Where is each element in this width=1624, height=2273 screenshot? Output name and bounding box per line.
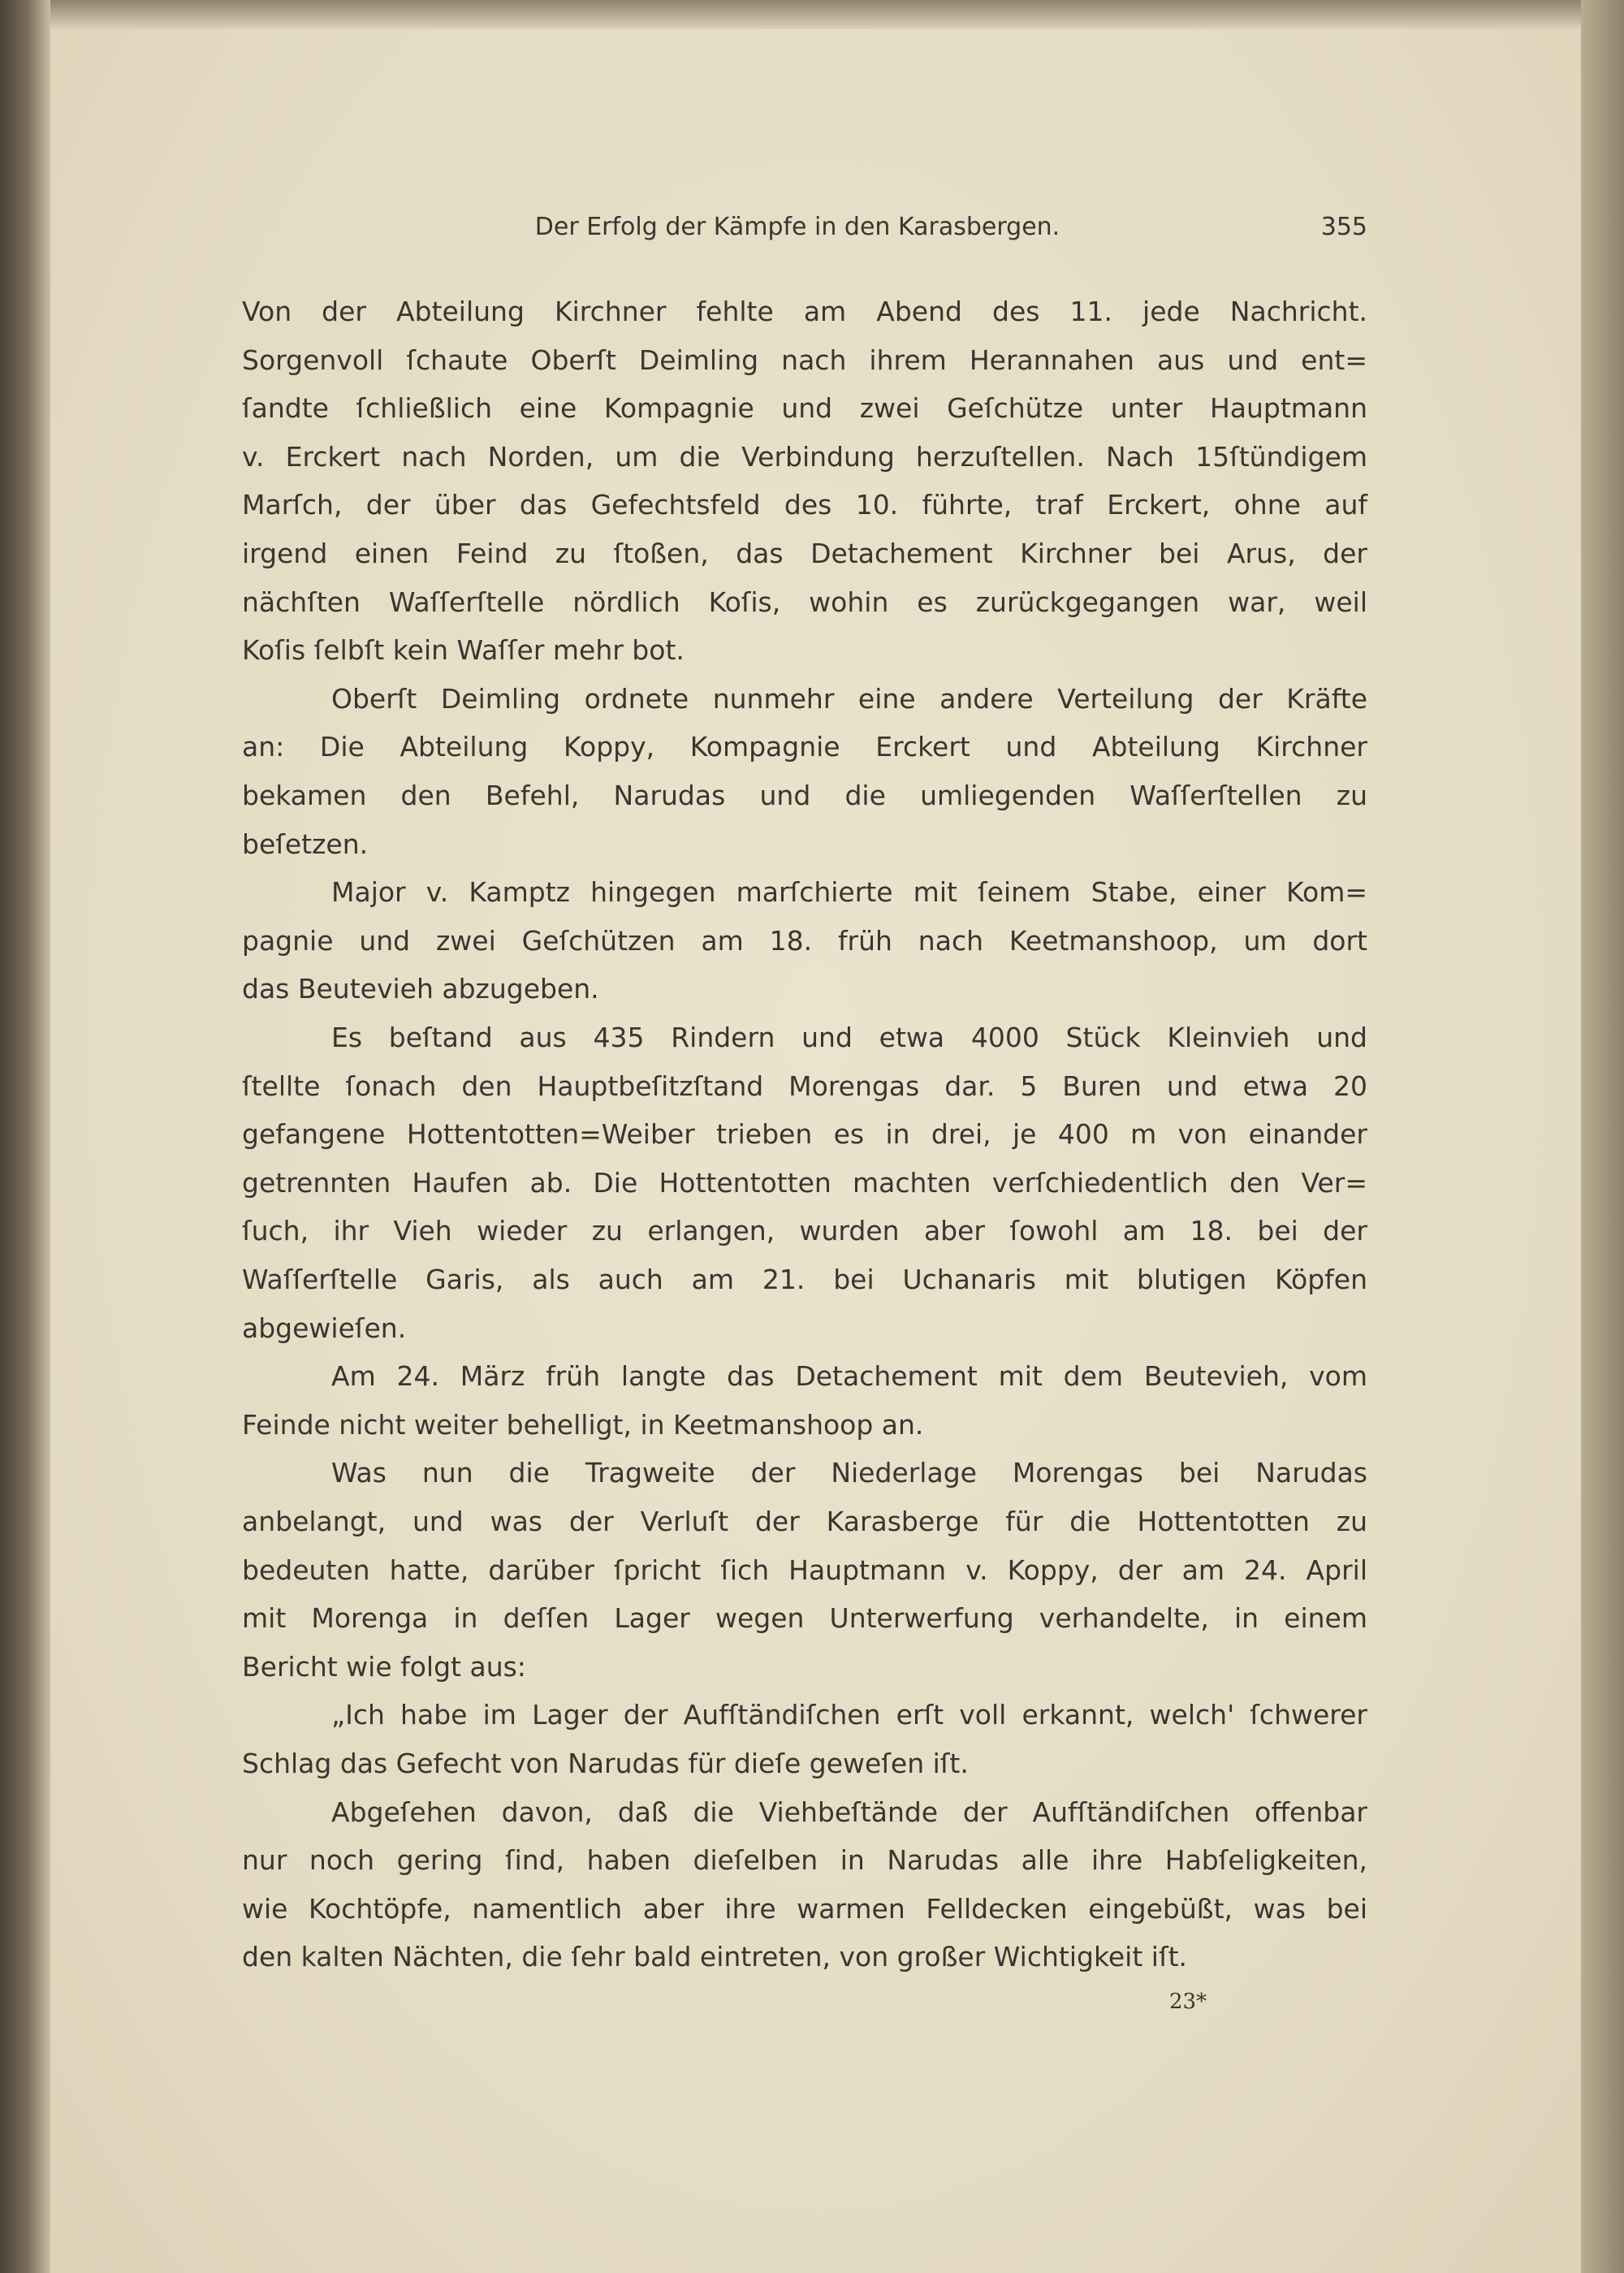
page-top-edge bbox=[50, 0, 1581, 29]
text-line: Oberſt Deimling ordnete nunmehr eine andere Verteilung der Kräfte bbox=[331, 682, 1367, 715]
text-line: Bericht wie folgt aus: bbox=[242, 1650, 526, 1683]
text-line: ſuch, ihr Vieh wieder zu erlangen, wurden aber ſowohl am 18. bei der bbox=[242, 1215, 1367, 1247]
text-line: v. Erckert nach Norden, um die Verbindung herzuſtellen. Nach 15ſtündigem bbox=[242, 440, 1367, 473]
text-line: beſetzen. bbox=[242, 828, 369, 860]
text-line: Koſis ſelbſt kein Waſſer mehr bot. bbox=[242, 634, 685, 667]
text-line: Von der Abteilung Kirchner fehlte am Abend des 11. jede Nachricht. bbox=[242, 296, 1367, 327]
text-line: ſandte ſchließlich eine Kompagnie und zwei Geſchütze unter Hauptmann bbox=[242, 392, 1367, 425]
text-line: Am 24. März früh langte das Detachement mit dem Beutevieh, vom bbox=[331, 1360, 1367, 1393]
text-line: an: Die Abteilung Koppy, Kompagnie Erckert und Abteilung Kirchner bbox=[242, 731, 1367, 763]
text-line: wie Kochtöpfe, namentlich aber ihre warmen Felldecken eingebüßt, was bei bbox=[242, 1892, 1367, 1925]
text-line: Es beſtand aus 435 Rindern und etwa 4000 Stück Kleinvieh und bbox=[331, 1022, 1367, 1053]
text-line: Sorgenvoll ſchaute Oberſt Deimling nach ihrem Herannahen aus und ent= bbox=[242, 344, 1367, 376]
text-line: Schlag das Gefecht von Narudas für dieſe geweſen iſt. bbox=[242, 1748, 969, 1779]
text-line: das Beutevieh abzugeben. bbox=[242, 973, 599, 1005]
text-line: Abgeſehen davon, daß die Viehbeſtände der Aufſtändiſchen offenbar bbox=[331, 1795, 1367, 1828]
text-line: anbelangt, und was der Verluſt der Karasberge für die Hottentotten zu bbox=[242, 1506, 1367, 1537]
text-line: nur noch gering ſind, haben dieſelben in Narudas alle ihre Habſeligkeiten, bbox=[242, 1844, 1367, 1877]
page-right-edge bbox=[1581, 0, 1624, 2273]
text-line: getrennten Haufen ab. Die Hottentotten machten verſchiedentlich den Ver= bbox=[242, 1166, 1367, 1199]
text-line: Major v. Kamptz hingegen marſchierte mit ſeinem Stabe, einer Kom= bbox=[331, 876, 1367, 909]
text-line: Waſſerſtelle Garis, als auch am 21. bei Uchanaris mit blutigen Köpfen bbox=[242, 1264, 1367, 1295]
text-line: ſtellte ſonach den Hauptbeſitzſtand Morengas dar. 5 Buren und etwa 20 bbox=[242, 1070, 1367, 1102]
book-spine bbox=[0, 0, 50, 2273]
running-head: Der Erfolg der Kämpfe in den Karasbergen. bbox=[534, 213, 1060, 241]
text-line: bedeuten hatte, darüber ſpricht ſich Hauptmann v. Koppy, der am 24. April bbox=[242, 1554, 1367, 1586]
text-line: „Ich habe im Lager der Aufſtändiſchen erſt voll erkannt, welch' ſchwerer bbox=[331, 1699, 1367, 1731]
text-line: nächſten Waſſerſtelle nördlich Koſis, wohin es zurückgegangen war, weil bbox=[242, 586, 1367, 618]
text-line: bekamen den Befehl, Narudas und die umliegenden Waſſerſtellen zu bbox=[242, 780, 1367, 811]
text-line: gefangene Hottentotten=Weiber trieben es in drei, je 400 m von einander bbox=[242, 1118, 1367, 1151]
text-line: mit Morenga in deſſen Lager wegen Unterwerfung verhandelte, in einem bbox=[242, 1602, 1367, 1635]
page-number: 355 bbox=[1320, 213, 1367, 241]
text-line: abgewieſen. bbox=[242, 1312, 407, 1344]
text-line: irgend einen Feind zu ſtoßen, das Detachement Kirchner bei Arus, der bbox=[242, 538, 1367, 569]
text-line: Feinde nicht weiter behelligt, in Keetmanshoop an. bbox=[242, 1408, 924, 1441]
text-line: pagnie und zwei Geſchützen am 18. früh nach Keetmanshoop, um dort bbox=[242, 924, 1367, 957]
text-line: den kalten Nächten, die ſehr bald eintreten, von großer Wichtigkeit iſt. bbox=[242, 1941, 1187, 1973]
text-line: Marſch, der über das Gefechtsfeld des 10. führte, traf Erckert, ohne auf bbox=[242, 489, 1367, 521]
signature-mark: 23* bbox=[1169, 1990, 1207, 2014]
text-line: Was nun die Tragweite der Niederlage Morengas bei Narudas bbox=[331, 1457, 1367, 1489]
